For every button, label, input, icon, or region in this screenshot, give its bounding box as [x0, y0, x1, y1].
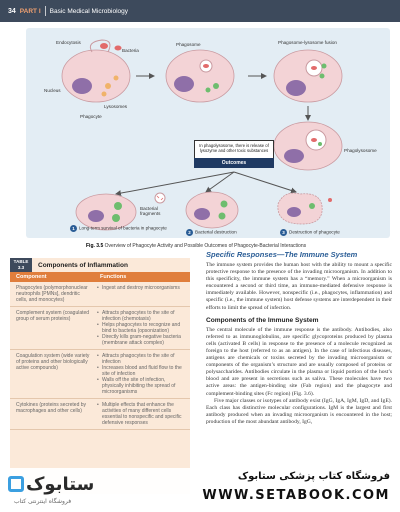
label-bacterial-fragments: Bacterial fragments — [140, 206, 161, 216]
paragraph-isotypes: Five major classes or isotypes of antibody exist (IgG, IgA, IgM, IgD, and IgE). Each class has distinctive molecular configurations. IgM is the largest and first antibody produced when an invading microorganism is encountered in the host; production of the most abundant antibody, IgG, — [206, 397, 392, 425]
table-column-headers — [10, 272, 190, 282]
part-label: PART I — [19, 7, 41, 15]
outcome-cell-phagocyte-destruction — [278, 193, 332, 224]
watermark-url[interactable]: WWW.SETABOOK.COM — [202, 488, 390, 503]
row-component: Complement system (coagulated group of serum proteins) — [16, 310, 90, 322]
row-component: Phagocytes (polymorphonuclear neutrophils [PMNs], dendritic cells, and monocytes) — [16, 285, 88, 303]
page-number: 34 — [8, 7, 16, 15]
phagocyte-cell — [62, 40, 130, 102]
function-item: • Walls off the site of infection, physically inhibiting the spread of microorganisms — [96, 377, 186, 395]
figure-caption-label: Fig. 3.5 — [86, 243, 104, 249]
outcome-3-text: Destruction of phagocyte — [289, 229, 340, 235]
label-endocytosis: Endocytosis — [56, 40, 81, 45]
row-functions — [94, 350, 190, 398]
header-divider — [45, 6, 46, 16]
function-item: • Attracts phagocytes to the site of infection (chemotaxis) — [96, 310, 186, 322]
section-heading-specific-responses: Specific Responses—The Immune System — [206, 250, 358, 259]
label-phagosome: Phagosome — [176, 42, 201, 47]
label-phagocyte: Phagocyte — [80, 114, 102, 119]
logo-subtext: فروشگاه اینترنتی کتاب — [14, 498, 72, 505]
outcome-1-number: 1 — [70, 225, 77, 232]
label-lysosomes: Lysosomes — [104, 104, 128, 109]
figure-caption — [86, 243, 306, 249]
setabook-logo[interactable] — [8, 474, 95, 508]
logo-text: ستابوک — [26, 474, 95, 495]
row-functions — [94, 399, 190, 429]
label-nucleus: Nucleus — [44, 88, 61, 93]
phagocyte-figure — [26, 28, 390, 238]
label-phagosome-lysosome-fusion: Phagosome-lysosome fusion — [278, 40, 337, 45]
label-bacteria: Bacteria — [122, 48, 139, 53]
table-number-label: TABLE — [13, 259, 29, 264]
column-header-component: Component — [16, 274, 47, 280]
table-row — [10, 307, 190, 350]
paragraph-immune-system: The immune system provides the human host with the ability to mount a specific protective response to the presence of the invading microorganism. In addition to this specificity, the immune system has a “memory.” When a microorganism is encountered a second or third time, an immune-mediated defensive response is immediately available. However, nonspecific (i.e., phagocytes, inflammation) and specific (i.e., the immune system) host defense systems are interdependent in their efforts to limit the spread of infection. — [206, 262, 392, 311]
table-header — [10, 258, 190, 272]
function-item: • Helps phagocytes to recognize and bind to bacteria (opsonization) — [96, 322, 186, 334]
phagocyte-diagram — [26, 28, 390, 238]
table-row — [10, 350, 190, 399]
phagosome-cell — [166, 50, 234, 102]
row-component: Coagulation system (wide variety of proteins and other biologically active compounds) — [16, 353, 90, 371]
table-title: Components of Inflammation — [38, 261, 128, 269]
inflammation-table — [10, 258, 190, 494]
outcome-1-text: Long-term survival of bacteria in phagocyte — [79, 225, 167, 231]
outcomes-label: Outcomes — [194, 158, 274, 168]
outcome-2 — [186, 229, 237, 236]
body-text-column — [206, 250, 392, 426]
function-item: • Increases blood and fluid flow to the site of infection — [96, 365, 186, 377]
outcome-cell-destruction — [155, 192, 238, 228]
row-functions — [94, 307, 190, 349]
outcome-1 — [70, 225, 167, 232]
outcome-2-text: Bacterial destruction — [195, 229, 237, 235]
function-item: • Multiple effects that enhance the activities of many different cells essential to nonspecific and specific defensive responses — [96, 402, 186, 426]
function-item: • Directly kills gram-negative bacteria (membrane attack complex) — [96, 334, 186, 346]
fusion-cell — [274, 50, 342, 102]
outcome-3 — [280, 229, 340, 236]
figure-caption-text: Overview of Phagocyte Activity and Possible Outcomes of Phagocyte-Bacterial Interactions — [104, 243, 307, 249]
function-item: • Ingest and destroy microorganisms — [96, 285, 186, 291]
part-title: Basic Medical Microbiology — [49, 7, 129, 15]
outcome-2-number: 2 — [186, 229, 193, 236]
paragraph-antibodies: The central molecule of the immune response is the antibody. Antibodies, also referred to as immunoglobulins, are specific glycoproteins produced by plasma cells (activated B cells) in response to the presence of a molecule recognized as foreign to the host (referred to as an antigen). In the case of infectious diseases, antigens are chemicals or toxins secreted by the invading microorganism or components of the organism’s structure and are usually composed of proteins or polysaccharides. Antibodies circulate in the plasma or liquid portion of the host’s blood and are present in secretions such as saliva. These molecules have two active areas: the antigen-binding site (Fab region) and the phagocyte and complement-binding sites (Fc region) (Fig. 3.6). — [206, 326, 392, 397]
logo-mark-icon — [8, 476, 24, 492]
outcome-box-text: In phagolysosome, there is release of lysozyme and other toxic substances — [199, 143, 269, 153]
label-phagolysosome: Phagolysosome — [344, 148, 377, 153]
table-row — [10, 282, 190, 307]
row-component: Cytokines (proteins secreted by macrophages and other cells) — [16, 402, 87, 414]
running-header — [0, 0, 400, 22]
section-heading-components: Components of the Immune System — [206, 316, 319, 324]
column-header-functions: Functions — [100, 274, 127, 280]
watermark-banner — [0, 468, 400, 512]
outcome-3-number: 3 — [280, 229, 287, 236]
table-row — [10, 399, 190, 430]
table-number: 3.3 — [17, 265, 25, 270]
row-functions — [94, 282, 190, 306]
phagolysosome-cell — [274, 122, 342, 170]
watermark-persian-line: فروشگاه کتاب پزشکی ستابوک — [237, 471, 390, 482]
table-number-badge — [10, 258, 32, 272]
function-item: • Attracts phagocytes to the site of infection — [96, 353, 186, 365]
